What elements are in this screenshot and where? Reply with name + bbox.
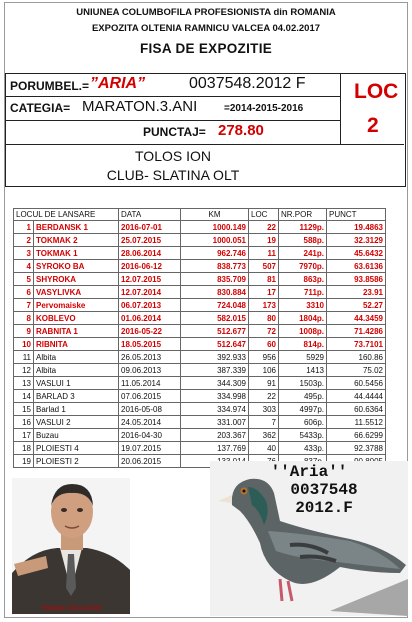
club-name: CLUB- SLATINA OLT <box>106 167 240 183</box>
cell-punct: 44.3459 <box>327 312 386 325</box>
cell-nr-por: 711p. <box>279 286 327 299</box>
cell-loc: 40 <box>249 442 279 455</box>
cell-nr-por: 1008p. <box>279 325 327 338</box>
cell-locul: 1 <box>14 221 34 234</box>
cell-lansare: RABNITA 1 <box>34 325 119 338</box>
cell-km: 331.007 <box>181 416 249 429</box>
table-row <box>14 338 386 351</box>
cell-loc: 81 <box>249 273 279 286</box>
cell-punct: 19.4863 <box>327 221 386 234</box>
cell-lansare: KOBLEVO <box>34 312 119 325</box>
cell-loc: 956 <box>249 351 279 364</box>
cell-punct: 11.5512 <box>327 416 386 429</box>
table-row <box>14 221 386 234</box>
cell-nr-por: 1413 <box>279 364 327 377</box>
cell-locul: 9 <box>14 325 34 338</box>
cell-km: 392.933 <box>181 351 249 364</box>
cell-data: 09.06.2013 <box>119 364 181 377</box>
cell-data: 11.05.2014 <box>119 377 181 390</box>
cell-locul: 3 <box>14 247 34 260</box>
cell-lansare: VASLUI 1 <box>34 377 119 390</box>
cell-punct: 92.3788 <box>327 442 386 455</box>
cell-loc: 7 <box>249 416 279 429</box>
cell-loc: 60 <box>249 338 279 351</box>
cell-punct: 60.5456 <box>327 377 386 390</box>
cell-locul: 6 <box>14 286 34 299</box>
cell-data: 07.06.2015 <box>119 390 181 403</box>
cell-km: 512.647 <box>181 338 249 351</box>
cell-nr-por: 588p. <box>279 234 327 247</box>
cell-data: 25.07.2015 <box>119 234 181 247</box>
cell-punct: 66.6299 <box>327 429 386 442</box>
cell-punct: 44.4444 <box>327 390 386 403</box>
cell-km: 203.367 <box>181 429 249 442</box>
column-header-km: KM <box>181 209 249 221</box>
cell-lansare: PLOIESTI 2 <box>34 455 119 468</box>
table-row <box>14 273 386 286</box>
table-row <box>14 234 386 247</box>
table-row <box>14 351 386 364</box>
results-table <box>13 208 386 468</box>
cell-loc: 507 <box>249 260 279 273</box>
cell-punct: 32.3129 <box>327 234 386 247</box>
table-row <box>14 403 386 416</box>
cell-km: 1000.149 <box>181 221 249 234</box>
cell-km: 962.746 <box>181 247 249 260</box>
column-header-nr-por: NR.POR <box>279 209 327 221</box>
cell-lansare: TOKMAK 1 <box>34 247 119 260</box>
punctaj-value: 278.80 <box>218 122 264 139</box>
cell-punct: 160.86 <box>327 351 386 364</box>
cell-km: 1000.051 <box>181 234 249 247</box>
owner-name: TOLOS ION <box>135 148 211 164</box>
column-header-locul: LOCUL <box>16 210 43 219</box>
table-header-row <box>14 209 386 221</box>
cell-lansare: Buzau <box>34 429 119 442</box>
cell-data: 2016-05-22 <box>119 325 181 338</box>
loc-label: LOC <box>354 80 399 103</box>
exhibition-title: EXPOZITA OLTENIA RAMNICU VALCEA 04.02.2017 <box>91 23 321 34</box>
cell-loc: 17 <box>249 286 279 299</box>
photo-caption-year: 2012.F <box>295 499 353 517</box>
loc-value: 2 <box>367 114 379 137</box>
cell-lansare: SYROKO BA <box>34 260 119 273</box>
table-row <box>14 299 386 312</box>
cell-nr-por: 606p. <box>279 416 327 429</box>
table-row <box>14 416 386 429</box>
cell-locul: 15 <box>14 403 34 416</box>
categoria-label: CATEGIA= <box>10 101 71 115</box>
divider <box>6 120 340 121</box>
cell-locul: 16 <box>14 416 34 429</box>
cell-nr-por: 863p. <box>279 273 327 286</box>
cell-lansare: Pervomaiske <box>34 299 119 312</box>
cell-locul: 11 <box>14 351 34 364</box>
cell-locul: 8 <box>14 312 34 325</box>
cell-lansare: SHYROKA <box>34 273 119 286</box>
cell-nr-por: 495p. <box>279 390 327 403</box>
cell-data: 12.07.2014 <box>119 286 181 299</box>
cell-locul: 12 <box>14 364 34 377</box>
cell-loc: 362 <box>249 429 279 442</box>
cell-lansare: Barlad 1 <box>34 403 119 416</box>
cell-loc: 22 <box>249 221 279 234</box>
table-row <box>14 377 386 390</box>
divider <box>6 144 404 145</box>
page-title: FISA DE EXPOZITIE <box>139 41 273 56</box>
cell-nr-por: 3310 <box>279 299 327 312</box>
cell-data: 24.05.2014 <box>119 416 181 429</box>
cell-punct: 45.6432 <box>327 247 386 260</box>
cell-locul: 2 <box>14 234 34 247</box>
cell-locul: 14 <box>14 390 34 403</box>
cell-km: 137.769 <box>181 442 249 455</box>
cell-loc: 303 <box>249 403 279 416</box>
cell-data: 12.07.2015 <box>119 273 181 286</box>
cell-data: 26.05.2013 <box>119 351 181 364</box>
cell-data: 18.05.2015 <box>119 338 181 351</box>
table-row <box>14 312 386 325</box>
cell-data: 28.06.2014 <box>119 247 181 260</box>
cell-nr-por: 1804p. <box>279 312 327 325</box>
cell-data: 2016-04-30 <box>119 429 181 442</box>
cell-lansare: VASYLIVKA <box>34 286 119 299</box>
cell-data: 2016-06-12 <box>119 260 181 273</box>
cell-locul: 10 <box>14 338 34 351</box>
cell-lansare: TOKMAK 2 <box>34 234 119 247</box>
table-row <box>14 390 386 403</box>
table-row <box>14 364 386 377</box>
table-row <box>14 442 386 455</box>
cell-nr-por: 1129p. <box>279 221 327 234</box>
cell-locul: 19 <box>14 455 34 468</box>
cell-loc: 72 <box>249 325 279 338</box>
table-row <box>14 247 386 260</box>
photo-caption-ring: 0037548 <box>290 481 358 499</box>
cell-lansare: PLOIESTI 4 <box>34 442 119 455</box>
ring-number: 0037548.2012 F <box>189 75 306 92</box>
table-row <box>14 260 386 273</box>
cell-locul: 7 <box>14 299 34 312</box>
cell-nr-por: 241p. <box>279 247 327 260</box>
years-value: =2014-2015-2016 <box>224 103 304 114</box>
cell-punct: 60.6364 <box>327 403 386 416</box>
cell-lansare: VASLUI 2 <box>34 416 119 429</box>
cell-km: 387.339 <box>181 364 249 377</box>
cell-locul: 4 <box>14 260 34 273</box>
cell-km: 344.309 <box>181 377 249 390</box>
owner-photo <box>12 478 130 614</box>
cell-punct: 71.4286 <box>327 325 386 338</box>
cell-data: 2016-05-08 <box>119 403 181 416</box>
cell-loc: 22 <box>249 390 279 403</box>
cell-punct: 52.27 <box>327 299 386 312</box>
pigeon-name: ”ARIA” <box>90 75 146 92</box>
cell-locul: 18 <box>14 442 34 455</box>
cell-data: 20.06.2015 <box>119 455 181 468</box>
cell-punct: 93.8586 <box>327 273 386 286</box>
cell-loc: 80 <box>249 312 279 325</box>
cell-data: 01.06.2014 <box>119 312 181 325</box>
cell-lansare: BERDANSK 1 <box>34 221 119 234</box>
cell-km: 512.677 <box>181 325 249 338</box>
cell-km: 334.974 <box>181 403 249 416</box>
column-header-data: DATA <box>119 209 181 221</box>
cell-nr-por: 4997p. <box>279 403 327 416</box>
cell-nr-por: 814p. <box>279 338 327 351</box>
cell-loc: 11 <box>249 247 279 260</box>
column-header-loc: LOC <box>249 209 279 221</box>
cell-nr-por: 5929 <box>279 351 327 364</box>
table-row <box>14 325 386 338</box>
cell-punct: 75.02 <box>327 364 386 377</box>
cell-nr-por: 1503p. <box>279 377 327 390</box>
cell-loc: 106 <box>249 364 279 377</box>
column-header-lansare <box>14 209 119 221</box>
cell-nr-por: 7970p. <box>279 260 327 273</box>
cell-loc: 91 <box>249 377 279 390</box>
photo-caption-name: ''Aria'' <box>270 463 348 481</box>
cell-km: 830.884 <box>181 286 249 299</box>
pigeon-info-box <box>5 73 406 187</box>
cell-km: 838.773 <box>181 260 249 273</box>
cell-loc: 19 <box>249 234 279 247</box>
cell-km: 724.048 <box>181 299 249 312</box>
cell-lansare: Albita <box>34 351 119 364</box>
cell-locul: 5 <box>14 273 34 286</box>
svg-text:ROMAN 0740.022339: ROMAN 0740.022339 <box>42 606 102 612</box>
cell-punct: 73.7101 <box>327 338 386 351</box>
cell-punct: 63.6136 <box>327 260 386 273</box>
cell-data: 19.07.2015 <box>119 442 181 455</box>
table-row <box>14 286 386 299</box>
column-header-punct: PUNCT <box>327 209 386 221</box>
cell-nr-por: 5433p. <box>279 429 327 442</box>
cell-loc: 173 <box>249 299 279 312</box>
loc-divider <box>340 74 341 144</box>
cell-punct: 23.91 <box>327 286 386 299</box>
cell-km: 334.998 <box>181 390 249 403</box>
cell-data: 06.07.2013 <box>119 299 181 312</box>
cell-km: 582.015 <box>181 312 249 325</box>
cell-locul: 13 <box>14 377 34 390</box>
cell-lansare: RIBNITA <box>34 338 119 351</box>
cell-lansare: Albita <box>34 364 119 377</box>
table-row <box>14 429 386 442</box>
cell-lansare: BARLAD 3 <box>34 390 119 403</box>
porumbel-label: PORUMBEL.= <box>10 79 90 93</box>
cell-locul: 17 <box>14 429 34 442</box>
punctaj-label: PUNCTAJ= <box>143 125 206 139</box>
cell-nr-por: 433p. <box>279 442 327 455</box>
divider <box>6 96 340 97</box>
organization-title: UNIUNEA COLUMBOFILA PROFESIONISTA din ROMANIA <box>76 7 336 18</box>
categoria-value: MARATON.3.ANI <box>82 98 198 115</box>
cell-data: 2016-07-01 <box>119 221 181 234</box>
column-header-de-lansare: DE LANSARE <box>44 210 96 219</box>
cell-km: 835.709 <box>181 273 249 286</box>
